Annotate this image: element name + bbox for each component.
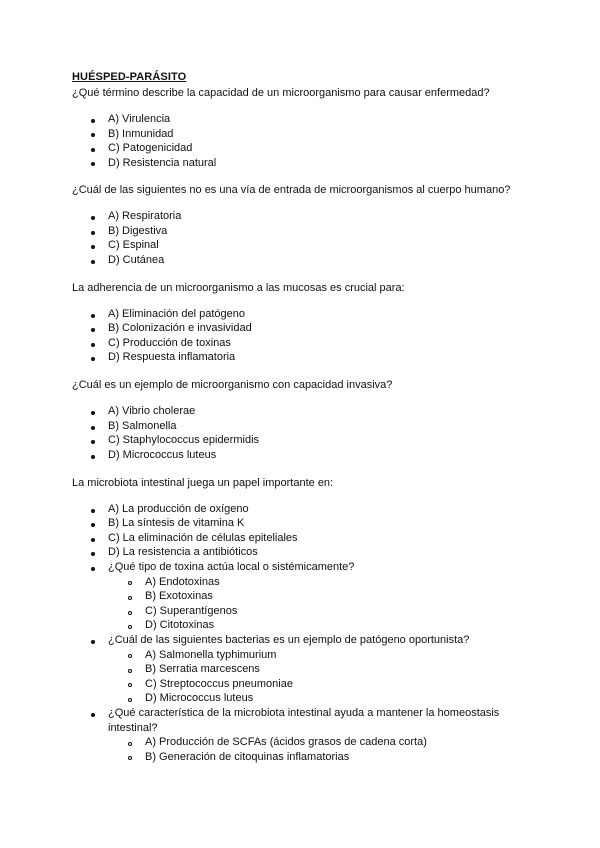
question-5-option-d: D) La resistencia a antibióticos xyxy=(108,546,258,558)
hollow-bullet xyxy=(128,654,132,658)
question-2-option-b: B) Digestiva xyxy=(108,225,168,237)
bullet xyxy=(91,640,95,644)
question-5-option-b: B) La síntesis de vitamina K xyxy=(108,517,245,529)
bullet xyxy=(91,231,95,235)
bullet xyxy=(91,133,95,137)
nested-question-1: ¿Qué tipo de toxina actúa local o sistémicamente? xyxy=(108,561,355,573)
bullet xyxy=(91,538,95,542)
nested-question-1-option-a: A) Endotoxinas xyxy=(145,576,220,588)
question-5-option-c: C) La eliminación de células epiteliales xyxy=(108,532,298,544)
question-5: La microbiota intestinal juega un papel importante en: xyxy=(72,477,334,489)
question-3-option-b: B) Colonización e invasividad xyxy=(108,322,252,334)
document-title: HUÉSPED-PARÁSITO xyxy=(72,71,187,83)
question-4-option-d: D) Micrococcus luteus xyxy=(108,449,217,461)
nested-question-2: ¿Cuál de las siguientes bacterias es un ejemplo de patógeno oportunista? xyxy=(108,634,470,646)
bullet xyxy=(91,119,95,123)
nested-question-1-option-d: D) Citotoxinas xyxy=(145,619,215,631)
question-3-option-d: D) Respuesta inflamatoria xyxy=(108,351,236,363)
nested-question-2-option-c: C) Streptococcus pneumoniae xyxy=(145,678,293,690)
hollow-bullet xyxy=(128,669,132,673)
nested-question-3-option-b: B) Generación de citoquinas inflamatorias xyxy=(145,751,350,763)
question-3-option-c: C) Producción de toxinas xyxy=(108,337,231,349)
question-1-option-b: B) Inmunidad xyxy=(108,128,174,140)
nested-question-2-option-b: B) Serratia marcescens xyxy=(145,663,260,675)
question-3-option-a: A) Eliminación del patógeno xyxy=(108,308,245,320)
bullet xyxy=(91,713,95,717)
hollow-bullet xyxy=(128,742,132,746)
hollow-bullet xyxy=(128,698,132,702)
bullet xyxy=(91,328,95,332)
bullet xyxy=(91,314,95,318)
question-1: ¿Qué término describe la capacidad de un microorganismo para causar enfermedad? xyxy=(72,87,490,99)
question-3: La adherencia de un microorganismo a las mucosas es crucial para: xyxy=(72,282,405,294)
nested-question-2-option-d: D) Micrococcus luteus xyxy=(145,692,254,704)
hollow-bullet xyxy=(128,683,132,687)
bullet xyxy=(91,440,95,444)
bullet xyxy=(91,509,95,513)
question-2: ¿Cuál de las siguientes no es una vía de entrada de microorganismos al cuerpo humano? xyxy=(72,184,511,196)
bullet xyxy=(91,523,95,527)
hollow-bullet xyxy=(128,596,132,600)
bullet xyxy=(91,552,95,556)
bullet xyxy=(91,343,95,347)
question-4-option-c: C) Staphylococcus epidermidis xyxy=(108,434,260,446)
question-1-option-d: D) Resistencia natural xyxy=(108,157,217,169)
bullet xyxy=(91,567,95,571)
bullet xyxy=(91,162,95,166)
bullet xyxy=(91,148,95,152)
bullet xyxy=(91,260,95,264)
bullet xyxy=(91,357,95,361)
hollow-bullet xyxy=(128,756,132,760)
question-2-option-a: A) Respiratoria xyxy=(108,210,182,222)
hollow-bullet xyxy=(128,625,132,629)
question-4: ¿Cuál es un ejemplo de microorganismo con capacidad invasiva? xyxy=(72,379,393,391)
hollow-bullet xyxy=(128,581,132,585)
question-1-option-c: C) Patogenicidad xyxy=(108,142,193,154)
question-1-option-a: A) Virulencia xyxy=(108,113,171,125)
question-5-option-a: A) La producción de oxígeno xyxy=(108,503,249,515)
bullet xyxy=(91,426,95,430)
nested-question-2-option-a: A) Salmonella typhimurium xyxy=(145,649,277,661)
nested-question-1-option-c: C) Superantígenos xyxy=(145,605,238,617)
question-4-option-b: B) Salmonella xyxy=(108,420,177,432)
nested-question-1-option-b: B) Exotoxinas xyxy=(145,590,213,602)
bullet xyxy=(91,245,95,249)
bullet xyxy=(91,455,95,459)
question-4-option-a: A) Vibrio cholerae xyxy=(108,405,196,417)
hollow-bullet xyxy=(128,611,132,615)
bullet xyxy=(91,216,95,220)
nested-question-3-option-a: A) Producción de SCFAs (ácidos grasos de cadena corta) xyxy=(145,736,427,748)
bullet xyxy=(91,411,95,415)
nested-question-3: ¿Qué característica de la microbiota intestinal ayuda a mantener la homeostasis intestinal? xyxy=(108,707,500,734)
question-2-option-c: C) Espinal xyxy=(108,239,159,251)
question-2-option-d: D) Cutánea xyxy=(108,254,165,266)
